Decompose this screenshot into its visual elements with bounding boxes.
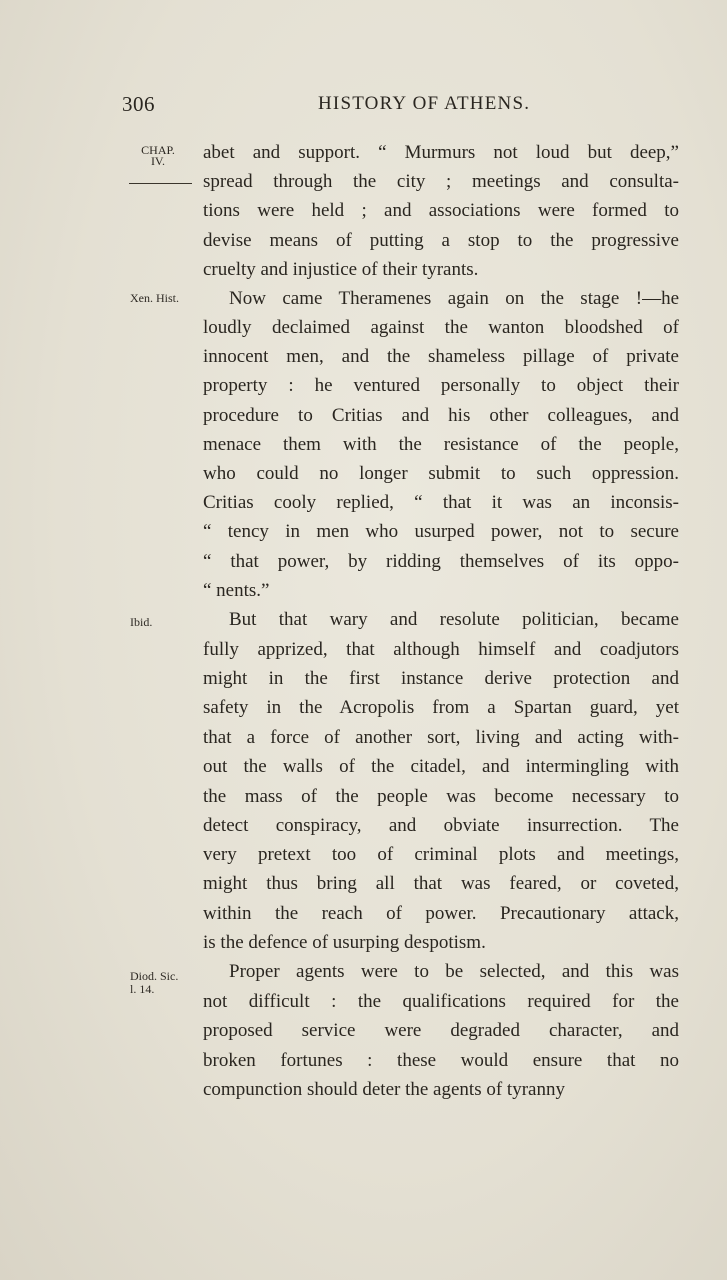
- text-line: property : he ventured personally to object their: [203, 375, 679, 396]
- text-line: procedure to Critias and his other colleagues, and: [203, 405, 679, 426]
- text-line: Critias cooly replied, “ that it was an inconsis-: [203, 492, 679, 513]
- text-line: But that wary and resolute politician, became: [229, 609, 679, 630]
- text-line: out the walls of the citadel, and intermingling with: [203, 756, 679, 777]
- text-line: cruelty and injustice of their tyrants.: [203, 259, 479, 280]
- text-line: “ nents.”: [203, 580, 270, 601]
- text-line: broken fortunes : these would ensure that no: [203, 1050, 679, 1071]
- chapter-mark: [134, 145, 182, 167]
- text-line: within the reach of power. Precautionary attack,: [203, 903, 679, 924]
- text-line: might thus bring all that was feared, or coveted,: [203, 873, 679, 894]
- text-line: devise means of putting a stop to the progressive: [203, 230, 679, 251]
- text-line: Proper agents were to be selected, and this was: [229, 961, 679, 982]
- text-line: menace them with the resistance of the people,: [203, 434, 679, 455]
- text-line: abet and support. “ Murmurs not loud but deep,”: [203, 142, 679, 163]
- text-line: safety in the Acropolis from a Spartan guard, yet: [203, 697, 679, 718]
- text-line: who could no longer submit to such oppression.: [203, 463, 679, 484]
- text-line: loudly declaimed against the wanton bloodshed of: [203, 317, 679, 338]
- text-line: spread through the city ; meetings and consulta-: [203, 171, 679, 192]
- text-line: proposed service were degraded character, and: [203, 1020, 679, 1041]
- text-line: might in the first instance derive protection and: [203, 668, 679, 689]
- text-line: “ that power, by ridding themselves of its oppo-: [203, 551, 679, 572]
- text-line: Now came Theramenes again on the stage !—he: [229, 288, 679, 309]
- chapter-rule: [129, 183, 192, 184]
- text-line: detect conspiracy, and obviate insurrection. The: [203, 815, 679, 836]
- text-line: innocent men, and the shameless pillage of private: [203, 346, 679, 367]
- margin-note-ibid: Ibid.: [130, 615, 153, 629]
- margin-note-xen-hist: Xen. Hist.: [130, 291, 179, 305]
- margin-note-book: l. 14.: [130, 982, 155, 996]
- text-line: not difficult : the qualifications required for the: [203, 991, 679, 1012]
- page-number: 306: [122, 92, 155, 116]
- text-line: very pretext too of criminal plots and meetings,: [203, 844, 679, 865]
- text-line: tions were held ; and associations were formed to: [203, 200, 679, 221]
- text-line: that a force of another sort, living and acting with-: [203, 727, 679, 748]
- page-header: [0, 92, 727, 122]
- margin-note-diod-sic: Diod. Sic.: [130, 969, 179, 983]
- text-line: compunction should deter the agents of tyranny: [203, 1079, 565, 1100]
- running-head: HISTORY OF ATHENS.: [318, 93, 531, 114]
- chapter-label: CHAP.: [141, 143, 175, 157]
- text-line: the mass of the people was become necessary to: [203, 786, 679, 807]
- chapter-number: IV.: [150, 154, 166, 168]
- text-line: is the defence of usurping despotism.: [203, 932, 486, 953]
- text-line: fully apprized, that although himself and coadjutors: [203, 639, 679, 660]
- text-line: “ tency in men who usurped power, not to secure: [203, 521, 679, 542]
